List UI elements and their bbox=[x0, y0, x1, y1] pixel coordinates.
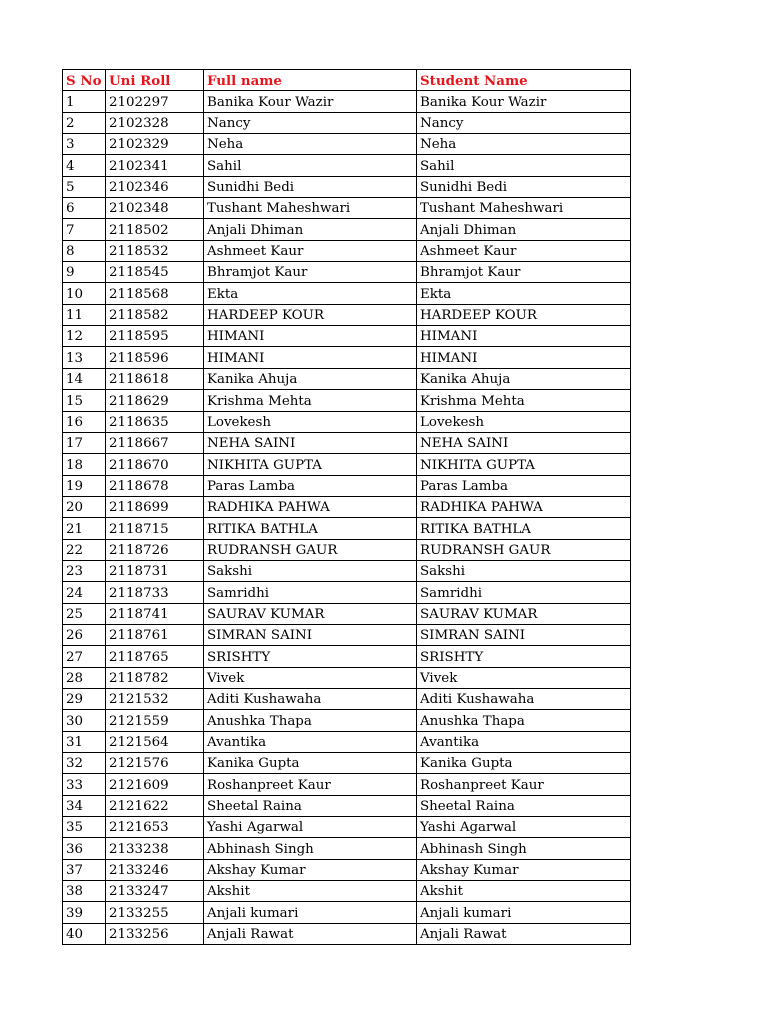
cell-student-name: Anjali kumari bbox=[417, 902, 631, 923]
cell-uni-roll: 2118635 bbox=[106, 411, 204, 432]
table-row bbox=[63, 817, 631, 838]
cell-full-name: Sahil bbox=[204, 155, 417, 176]
table-row bbox=[63, 240, 631, 261]
cell-uni-roll: 2121559 bbox=[106, 710, 204, 731]
cell-s-no: 14 bbox=[63, 368, 106, 389]
cell-s-no: 13 bbox=[63, 347, 106, 368]
cell-uni-roll: 2118733 bbox=[106, 582, 204, 603]
cell-uni-roll: 2133246 bbox=[106, 859, 204, 880]
table-row bbox=[63, 176, 631, 197]
cell-full-name: Sheetal Raina bbox=[204, 795, 417, 816]
table-row bbox=[63, 731, 631, 752]
table-row bbox=[63, 411, 631, 432]
cell-s-no: 24 bbox=[63, 582, 106, 603]
cell-s-no: 35 bbox=[63, 817, 106, 838]
cell-full-name: NIKHITA GUPTA bbox=[204, 454, 417, 475]
cell-uni-roll: 2118741 bbox=[106, 603, 204, 624]
cell-s-no: 32 bbox=[63, 753, 106, 774]
cell-s-no: 21 bbox=[63, 518, 106, 539]
cell-full-name: Anjali Dhiman bbox=[204, 219, 417, 240]
cell-s-no: 18 bbox=[63, 454, 106, 475]
cell-student-name: Akshay Kumar bbox=[417, 859, 631, 880]
cell-full-name: Tushant Maheshwari bbox=[204, 198, 417, 219]
cell-uni-roll: 2118545 bbox=[106, 262, 204, 283]
cell-student-name: Sakshi bbox=[417, 560, 631, 581]
cell-student-name: Neha bbox=[417, 134, 631, 155]
table-row bbox=[63, 710, 631, 731]
cell-uni-roll: 2118582 bbox=[106, 304, 204, 325]
cell-full-name: RUDRANSH GAUR bbox=[204, 539, 417, 560]
cell-uni-roll: 2118715 bbox=[106, 518, 204, 539]
cell-uni-roll: 2133238 bbox=[106, 838, 204, 859]
table-row bbox=[63, 688, 631, 709]
cell-s-no: 1 bbox=[63, 91, 106, 112]
table-row bbox=[63, 91, 631, 112]
cell-s-no: 11 bbox=[63, 304, 106, 325]
cell-student-name: Yashi Agarwal bbox=[417, 817, 631, 838]
cell-student-name: Avantika bbox=[417, 731, 631, 752]
cell-uni-roll: 2133247 bbox=[106, 881, 204, 902]
header-full-name: Full name bbox=[204, 70, 417, 91]
table-row bbox=[63, 134, 631, 155]
cell-s-no: 31 bbox=[63, 731, 106, 752]
cell-s-no: 22 bbox=[63, 539, 106, 560]
cell-s-no: 3 bbox=[63, 134, 106, 155]
cell-s-no: 25 bbox=[63, 603, 106, 624]
cell-s-no: 7 bbox=[63, 219, 106, 240]
cell-uni-roll: 2118502 bbox=[106, 219, 204, 240]
table-row bbox=[63, 347, 631, 368]
cell-full-name: SRISHTY bbox=[204, 646, 417, 667]
cell-s-no: 5 bbox=[63, 176, 106, 197]
cell-student-name: Sheetal Raina bbox=[417, 795, 631, 816]
header-row bbox=[63, 70, 631, 91]
cell-uni-roll: 2121532 bbox=[106, 688, 204, 709]
cell-s-no: 33 bbox=[63, 774, 106, 795]
table-row bbox=[63, 603, 631, 624]
cell-student-name: Krishma Mehta bbox=[417, 390, 631, 411]
cell-s-no: 8 bbox=[63, 240, 106, 261]
cell-student-name: Roshanpreet Kaur bbox=[417, 774, 631, 795]
cell-full-name: Neha bbox=[204, 134, 417, 155]
table-row bbox=[63, 881, 631, 902]
table-row bbox=[63, 838, 631, 859]
header-student-name: Student Name bbox=[417, 70, 631, 91]
cell-student-name: NIKHITA GUPTA bbox=[417, 454, 631, 475]
cell-student-name: Sahil bbox=[417, 155, 631, 176]
cell-uni-roll: 2121576 bbox=[106, 753, 204, 774]
cell-student-name: Vivek bbox=[417, 667, 631, 688]
cell-uni-roll: 2118670 bbox=[106, 454, 204, 475]
table-row bbox=[63, 624, 631, 645]
cell-student-name: Ekta bbox=[417, 283, 631, 304]
table-row bbox=[63, 774, 631, 795]
cell-student-name: Kanika Gupta bbox=[417, 753, 631, 774]
cell-full-name: RADHIKA PAHWA bbox=[204, 496, 417, 517]
cell-full-name: Roshanpreet Kaur bbox=[204, 774, 417, 795]
table-body bbox=[63, 91, 631, 945]
cell-full-name: Anushka Thapa bbox=[204, 710, 417, 731]
cell-student-name: NEHA SAINI bbox=[417, 432, 631, 453]
table-row bbox=[63, 475, 631, 496]
cell-full-name: Nancy bbox=[204, 112, 417, 133]
table-row bbox=[63, 753, 631, 774]
table-row bbox=[63, 582, 631, 603]
cell-full-name: Avantika bbox=[204, 731, 417, 752]
cell-student-name: Samridhi bbox=[417, 582, 631, 603]
cell-student-name: HIMANI bbox=[417, 326, 631, 347]
cell-s-no: 2 bbox=[63, 112, 106, 133]
cell-student-name: SRISHTY bbox=[417, 646, 631, 667]
cell-student-name: Aditi Kushawaha bbox=[417, 688, 631, 709]
table-row bbox=[63, 368, 631, 389]
cell-s-no: 40 bbox=[63, 923, 106, 944]
cell-student-name: Kanika Ahuja bbox=[417, 368, 631, 389]
cell-student-name: Paras Lamba bbox=[417, 475, 631, 496]
cell-s-no: 6 bbox=[63, 198, 106, 219]
cell-uni-roll: 2118782 bbox=[106, 667, 204, 688]
table-header bbox=[63, 70, 631, 91]
cell-s-no: 15 bbox=[63, 390, 106, 411]
cell-uni-roll: 2118568 bbox=[106, 283, 204, 304]
cell-uni-roll: 2118731 bbox=[106, 560, 204, 581]
cell-s-no: 12 bbox=[63, 326, 106, 347]
cell-s-no: 4 bbox=[63, 155, 106, 176]
cell-s-no: 26 bbox=[63, 624, 106, 645]
cell-uni-roll: 2118618 bbox=[106, 368, 204, 389]
cell-full-name: Vivek bbox=[204, 667, 417, 688]
cell-uni-roll: 2102341 bbox=[106, 155, 204, 176]
table-row bbox=[63, 560, 631, 581]
cell-full-name: Akshit bbox=[204, 881, 417, 902]
cell-student-name: RADHIKA PAHWA bbox=[417, 496, 631, 517]
table-row bbox=[63, 219, 631, 240]
table-row bbox=[63, 795, 631, 816]
cell-full-name: Ashmeet Kaur bbox=[204, 240, 417, 261]
cell-uni-roll: 2118761 bbox=[106, 624, 204, 645]
cell-full-name: Bhramjot Kaur bbox=[204, 262, 417, 283]
cell-student-name: Banika Kour Wazir bbox=[417, 91, 631, 112]
cell-uni-roll: 2102348 bbox=[106, 198, 204, 219]
table-row bbox=[63, 155, 631, 176]
cell-s-no: 38 bbox=[63, 881, 106, 902]
cell-s-no: 19 bbox=[63, 475, 106, 496]
cell-student-name: Abhinash Singh bbox=[417, 838, 631, 859]
cell-uni-roll: 2118678 bbox=[106, 475, 204, 496]
table-row bbox=[63, 112, 631, 133]
cell-student-name: Anjali Rawat bbox=[417, 923, 631, 944]
table-row bbox=[63, 518, 631, 539]
cell-s-no: 37 bbox=[63, 859, 106, 880]
cell-student-name: Anjali Dhiman bbox=[417, 219, 631, 240]
cell-student-name: Bhramjot Kaur bbox=[417, 262, 631, 283]
table-row bbox=[63, 326, 631, 347]
cell-full-name: Krishma Mehta bbox=[204, 390, 417, 411]
cell-full-name: RITIKA BATHLA bbox=[204, 518, 417, 539]
cell-student-name: HIMANI bbox=[417, 347, 631, 368]
cell-student-name: Ashmeet Kaur bbox=[417, 240, 631, 261]
cell-s-no: 20 bbox=[63, 496, 106, 517]
header-s-no: S No bbox=[63, 70, 106, 91]
cell-uni-roll: 2102328 bbox=[106, 112, 204, 133]
cell-student-name: HARDEEP KOUR bbox=[417, 304, 631, 325]
cell-full-name: Anjali kumari bbox=[204, 902, 417, 923]
cell-s-no: 29 bbox=[63, 688, 106, 709]
table-row bbox=[63, 390, 631, 411]
cell-full-name: Samridhi bbox=[204, 582, 417, 603]
cell-full-name: Akshay Kumar bbox=[204, 859, 417, 880]
table-row bbox=[63, 923, 631, 944]
table-row bbox=[63, 646, 631, 667]
cell-uni-roll: 2102297 bbox=[106, 91, 204, 112]
cell-full-name: NEHA SAINI bbox=[204, 432, 417, 453]
cell-full-name: Ekta bbox=[204, 283, 417, 304]
cell-full-name: Abhinash Singh bbox=[204, 838, 417, 859]
cell-full-name: Kanika Ahuja bbox=[204, 368, 417, 389]
cell-s-no: 30 bbox=[63, 710, 106, 731]
table-row bbox=[63, 198, 631, 219]
cell-full-name: Aditi Kushawaha bbox=[204, 688, 417, 709]
cell-uni-roll: 2118596 bbox=[106, 347, 204, 368]
cell-uni-roll: 2118699 bbox=[106, 496, 204, 517]
cell-student-name: SAURAV KUMAR bbox=[417, 603, 631, 624]
table-row bbox=[63, 496, 631, 517]
cell-student-name: RITIKA BATHLA bbox=[417, 518, 631, 539]
cell-uni-roll: 2118726 bbox=[106, 539, 204, 560]
table-row bbox=[63, 454, 631, 475]
cell-s-no: 27 bbox=[63, 646, 106, 667]
cell-uni-roll: 2121653 bbox=[106, 817, 204, 838]
cell-s-no: 36 bbox=[63, 838, 106, 859]
cell-full-name: Sakshi bbox=[204, 560, 417, 581]
student-roll-table bbox=[62, 69, 631, 945]
cell-uni-roll: 2118532 bbox=[106, 240, 204, 261]
cell-full-name: SIMRAN SAINI bbox=[204, 624, 417, 645]
cell-full-name: Anjali Rawat bbox=[204, 923, 417, 944]
table-row bbox=[63, 262, 631, 283]
cell-student-name: Nancy bbox=[417, 112, 631, 133]
cell-full-name: HIMANI bbox=[204, 326, 417, 347]
cell-uni-roll: 2133255 bbox=[106, 902, 204, 923]
cell-full-name: HIMANI bbox=[204, 347, 417, 368]
cell-full-name: Sunidhi Bedi bbox=[204, 176, 417, 197]
cell-student-name: SIMRAN SAINI bbox=[417, 624, 631, 645]
table-row bbox=[63, 902, 631, 923]
cell-uni-roll: 2121564 bbox=[106, 731, 204, 752]
cell-full-name: Lovekesh bbox=[204, 411, 417, 432]
cell-uni-roll: 2118667 bbox=[106, 432, 204, 453]
cell-uni-roll: 2118765 bbox=[106, 646, 204, 667]
table-row bbox=[63, 304, 631, 325]
cell-s-no: 23 bbox=[63, 560, 106, 581]
cell-uni-roll: 2121609 bbox=[106, 774, 204, 795]
cell-uni-roll: 2102346 bbox=[106, 176, 204, 197]
cell-uni-roll: 2121622 bbox=[106, 795, 204, 816]
cell-student-name: Anushka Thapa bbox=[417, 710, 631, 731]
cell-full-name: HARDEEP KOUR bbox=[204, 304, 417, 325]
cell-student-name: Tushant Maheshwari bbox=[417, 198, 631, 219]
cell-full-name: Kanika Gupta bbox=[204, 753, 417, 774]
table-row bbox=[63, 432, 631, 453]
cell-s-no: 39 bbox=[63, 902, 106, 923]
table-row bbox=[63, 283, 631, 304]
cell-uni-roll: 2133256 bbox=[106, 923, 204, 944]
cell-s-no: 34 bbox=[63, 795, 106, 816]
cell-full-name: SAURAV KUMAR bbox=[204, 603, 417, 624]
cell-s-no: 10 bbox=[63, 283, 106, 304]
cell-full-name: Banika Kour Wazir bbox=[204, 91, 417, 112]
cell-s-no: 9 bbox=[63, 262, 106, 283]
cell-student-name: Akshit bbox=[417, 881, 631, 902]
header-uni-roll: Uni Roll bbox=[106, 70, 204, 91]
table-row bbox=[63, 859, 631, 880]
cell-s-no: 28 bbox=[63, 667, 106, 688]
cell-uni-roll: 2118595 bbox=[106, 326, 204, 347]
cell-student-name: RUDRANSH GAUR bbox=[417, 539, 631, 560]
cell-s-no: 16 bbox=[63, 411, 106, 432]
table-row bbox=[63, 667, 631, 688]
cell-student-name: Lovekesh bbox=[417, 411, 631, 432]
table-row bbox=[63, 539, 631, 560]
cell-full-name: Paras Lamba bbox=[204, 475, 417, 496]
cell-uni-roll: 2102329 bbox=[106, 134, 204, 155]
cell-s-no: 17 bbox=[63, 432, 106, 453]
cell-student-name: Sunidhi Bedi bbox=[417, 176, 631, 197]
cell-uni-roll: 2118629 bbox=[106, 390, 204, 411]
cell-full-name: Yashi Agarwal bbox=[204, 817, 417, 838]
